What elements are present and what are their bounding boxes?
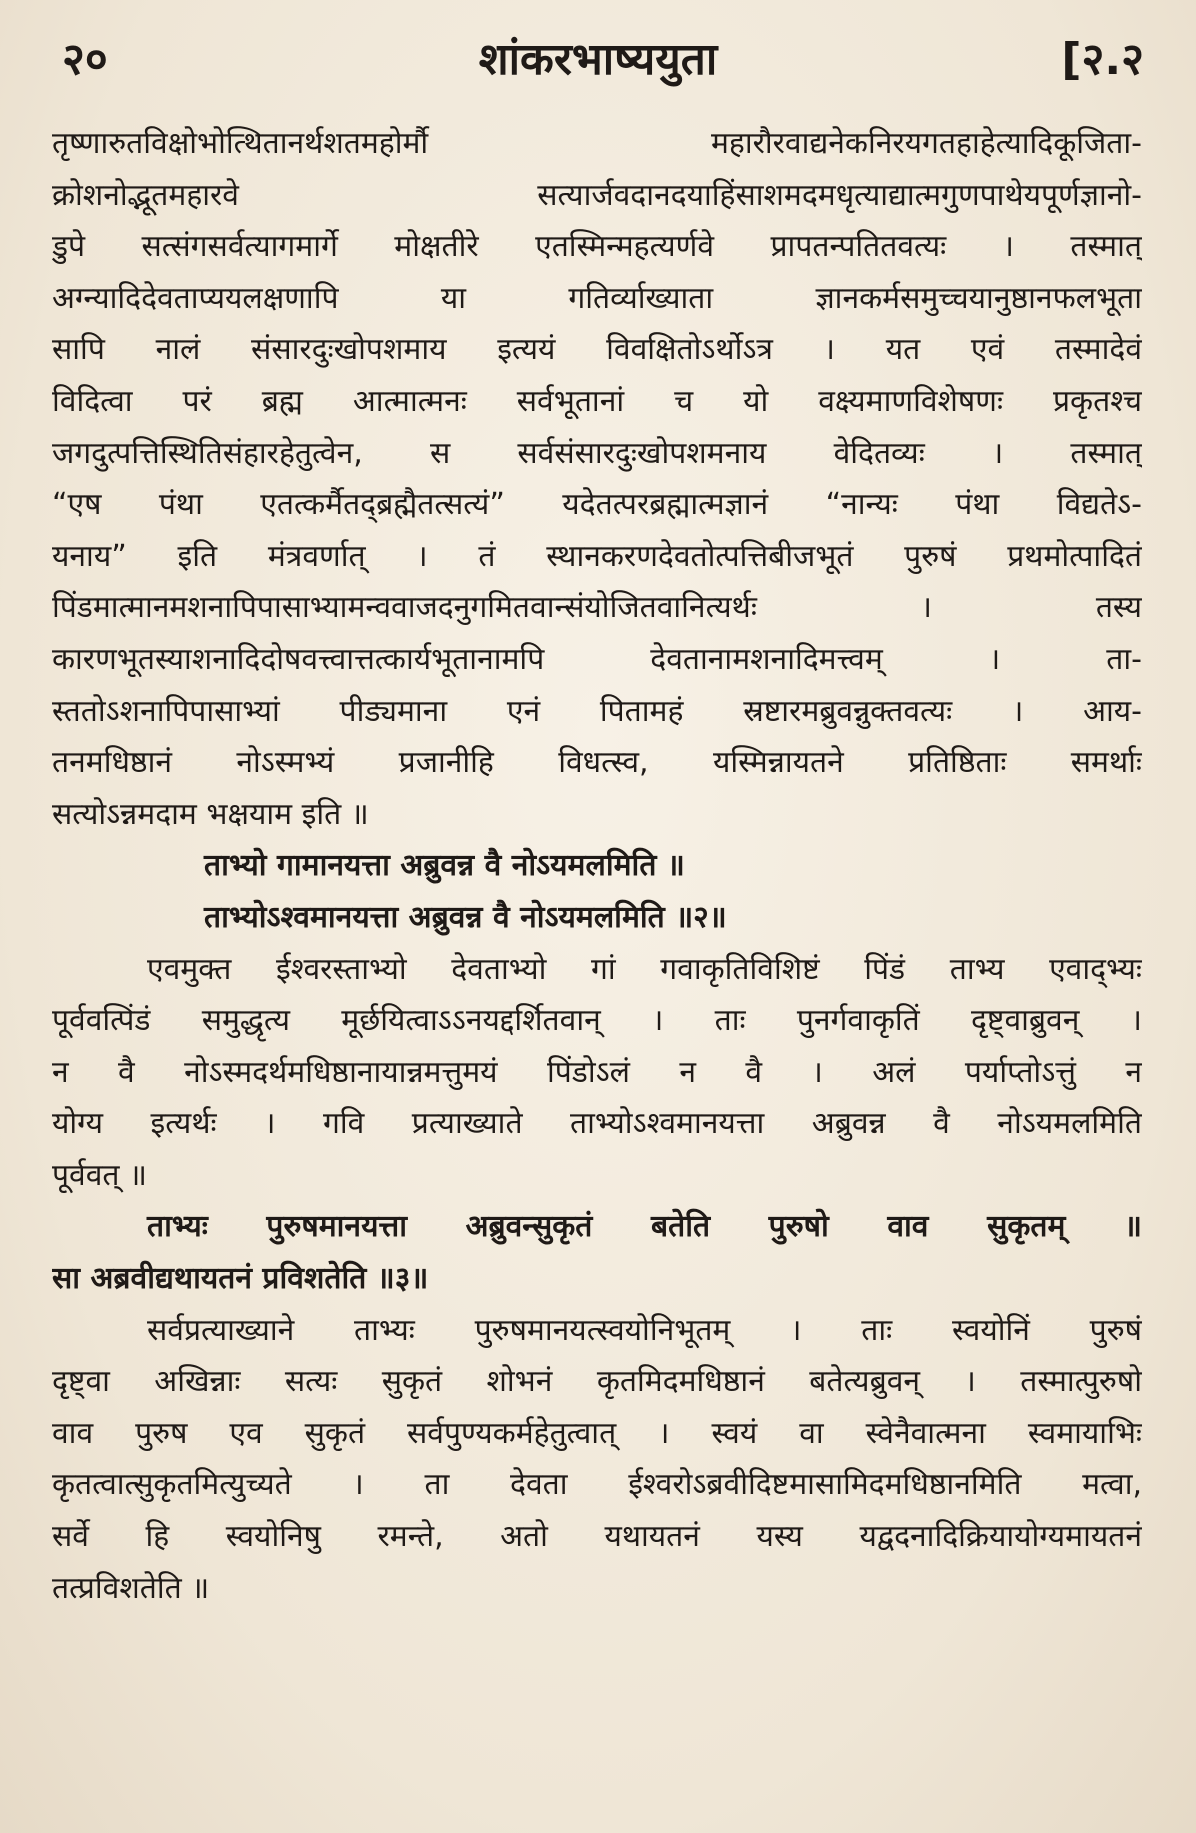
text-line: अग्न्यादिदेवताप्ययलक्षणापि या गतिर्व्याख्याता ज्ञानकर्मसमुच्चयानुष्ठानफलभूता bbox=[52, 280, 1142, 316]
section-marker: [२.२ bbox=[1061, 34, 1144, 85]
page-number: २० bbox=[62, 34, 108, 85]
text-line: तनमधिष्ठानं नोऽस्मभ्यं प्रजानीहि विधत्स्व, यस्मिन्नायतने प्रतिष्ठिताः समर्थाः bbox=[52, 745, 1142, 781]
text-line: वाव पुरुष एव सुकृतं सर्वपुण्यकर्महेतुत्वात् । स्वयं वा स्वेनैवात्मना स्वमायाभिः bbox=[52, 1415, 1142, 1451]
verse-block-2 bbox=[52, 840, 1142, 943]
verse-line: ताभ्यो गामानयत्ता अब्रुवन्न वै नोऽयमलमिति ॥ bbox=[204, 848, 685, 884]
text-line: पूर्ववत्पिंडं समुद्धृत्य मूर्छयित्वाऽऽनयद्दर्शितवान् । ताः पुनर्गवाकृतिं दृष्ट्वाब्रुवन् । bbox=[52, 1003, 1142, 1039]
text-line: क्रोशनोद्भूतमहारवे सत्यार्जवदानदयाहिंसाशमदमधृत्याद्यात्मगुणपाथेयपूर्णज्ञानो- bbox=[52, 177, 1142, 213]
verse-line: ताभ्यः पुरुषमानयत्ता अब्रुवन्सुकृतं बतेति पुरुषो वाव सुकृतम् ॥ bbox=[147, 1209, 1142, 1245]
text-line: योग्य इत्यर्थः । गवि प्रत्याख्याते ताभ्योऽश्वमानयत्ता अब्रुवन्न वै नोऽयमलमिति bbox=[52, 1106, 1142, 1142]
text-line: सत्योऽन्नमदाम भक्षयाम इति ॥ bbox=[52, 796, 369, 832]
text-line: सापि नालं संसारदुःखोपशमाय इत्ययं विवक्षितोऽर्थोऽत्र । यत एवं तस्मादेवं bbox=[52, 332, 1142, 368]
text-line: जगदुत्पत्तिस्थितिसंहारहेतुत्वेन, स सर्वसंसारदुःखोपशमनाय वेदितव्यः । तस्मात् bbox=[52, 435, 1142, 471]
verse-line: ताभ्योऽश्वमानयत्ता अब्रुवन्न वै नोऽयमलमिति ॥२॥ bbox=[204, 899, 727, 935]
text-line: स्ततोऽशनापिपासाभ्यां पीड्यमाना एनं पितामहं स्रष्टारमब्रुवन्नुक्तवत्यः । आय- bbox=[52, 693, 1142, 729]
verse-line: सा अब्रवीद्यथायतनं प्रविशतेति ॥३॥ bbox=[52, 1261, 429, 1297]
text-line: पिंडमात्मानमशनापिपासाभ्यामन्ववाजदनुगमितवान्संयोजितवानित्यर्थः । तस्य bbox=[52, 590, 1142, 626]
text-line: यनाय” इति मंत्रवर्णात् । तं स्थानकरणदेवतोत्पत्तिबीजभूतं पुरुषं प्रथमोत्पादितं bbox=[52, 538, 1142, 574]
page-body bbox=[52, 118, 1142, 1614]
page-header bbox=[52, 22, 1144, 92]
text-line: तृष्णारुतविक्षोभोत्थितानर्थशतमहोर्मौ महारौरवाद्यनेकनिरयगतहाहेत्यादिकूजिता- bbox=[52, 126, 1142, 161]
text-line: विदित्वा परं ब्रह्म आत्मात्मनः सर्वभूतानां च यो वक्ष्यमाणविशेषणः प्रकृतश्च bbox=[52, 383, 1142, 419]
text-line: दृष्ट्वा अखिन्नाः सत्यः सुकृतं शोभनं कृतमिदमधिष्ठानं बतेत्यब्रुवन् । तस्मात्पुरुषो bbox=[52, 1364, 1142, 1400]
text-line: सर्वे हि स्वयोनिषु रमन्ते, अतो यथायतनं यस्य यद्वदनादिक्रियायोग्यमायतनं bbox=[52, 1519, 1142, 1555]
commentary-block-2 bbox=[52, 944, 1142, 1202]
text-line: पूर्ववत् ॥ bbox=[52, 1157, 148, 1193]
text-line: कारणभूतस्याशनादिदोषवत्त्वात्तत्कार्यभूतानामपि देवतानामशनादिमत्त्वम् । ता- bbox=[52, 641, 1142, 677]
commentary-block-3 bbox=[52, 1305, 1142, 1615]
verse-block-3 bbox=[52, 1201, 1142, 1304]
text-line: तत्प्रविशतेति ॥ bbox=[52, 1570, 210, 1606]
text-line: कृतत्वात्सुकृतमित्युच्यते । ता देवता ईश्वरोऽब्रवीदिष्टमासामिदमधिष्ठानमिति मत्वा, bbox=[52, 1467, 1142, 1503]
running-title: शांकरभाष्ययुता bbox=[478, 34, 718, 85]
text-line: न वै नोऽस्मदर्थमधिष्ठानायान्नमत्तुमयं पिंडोऽलं न वै । अलं पर्याप्तोऽत्तुं न bbox=[52, 1054, 1142, 1090]
text-line: एवमुक्त ईश्वरस्ताभ्यो देवताभ्यो गां गवाकृतिविशिष्टं पिंडं ताभ्य एवाद्भ्यः bbox=[147, 951, 1142, 987]
text-line: डुपे सत्संगसर्वत्यागमार्गे मोक्षतीरे एतस्मिन्महत्यर्णवे प्रापतन्पतितवत्यः । तस्मात् bbox=[52, 229, 1142, 265]
text-line: सर्वप्रत्याख्याने ताभ्यः पुरुषमानयत्स्वयोनिभूतम् । ताः स्वयोनिं पुरुषं bbox=[147, 1312, 1142, 1348]
commentary-block-1 bbox=[52, 118, 1142, 840]
text-line: “एष पंथा एतत्कर्मैतद्ब्रह्मैतत्सत्यं” यदेतत्परब्रह्मात्मज्ञानं “नान्यः पंथा विद्यतेऽ- bbox=[52, 487, 1142, 523]
